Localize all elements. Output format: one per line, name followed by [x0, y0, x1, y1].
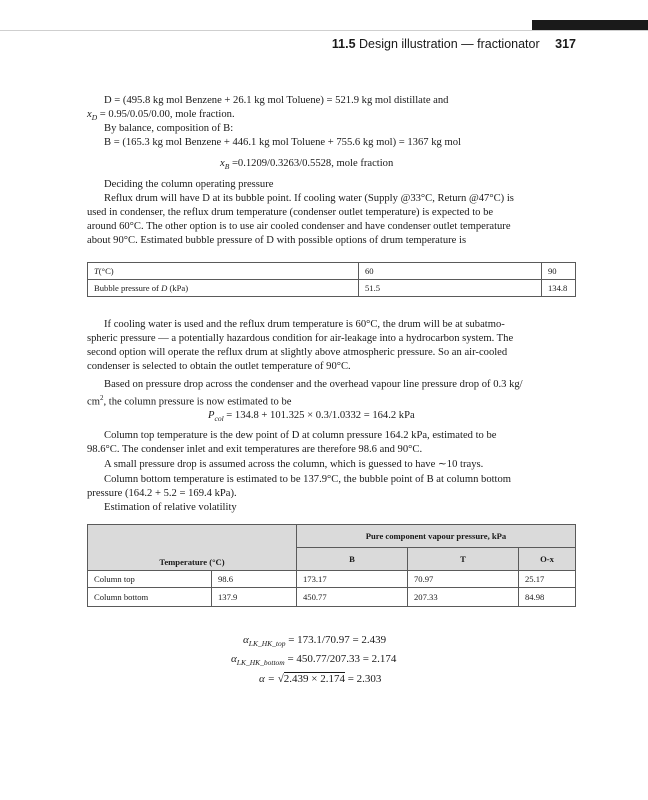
paragraph-line: If cooling water is used and the reflux drum temperature is 60°C, the drum will be at subatmo- — [104, 319, 505, 330]
bubble-pressure-table — [87, 262, 576, 297]
table-cell: Column top — [88, 571, 212, 588]
table-cell: 70.97 — [408, 571, 519, 588]
table-cell: Column bottom — [88, 588, 212, 607]
paragraph-line: around 60°C. The other option is to use air cooled condenser and have condenser outlet temperature — [87, 221, 511, 232]
paragraph-line: $cm^2$, the column pressure is now estimated to be — [87, 394, 292, 408]
by-balance-text: By balance, composition of B: — [104, 123, 234, 134]
table-row — [88, 280, 576, 297]
paragraph-line: Column top temperature is the dew point of D at column pressure 164.2 kPa, estimated to be — [104, 430, 497, 441]
paragraph-line: 98.6°C. The condenser inlet and exit temperatures are therefore 98.6 and 90°C. — [87, 444, 423, 455]
alpha-mean-equation: α = √2.439 × 2.174 = 2.303 — [259, 673, 382, 685]
bottoms-equation: B = (165.3 kg mol Benzene + 446.1 kg mol Toluene + 755.6 kg mol) = 1367 kg mol — [104, 137, 461, 148]
table-cell: 25.17 — [519, 571, 576, 588]
col-header-ox: O-x — [519, 548, 576, 571]
paragraph-line: A small pressure drop is assumed across the column, which is guessed to have ∼10 trays. — [104, 459, 484, 470]
alpha-top-equation: $\alpha_{LK\_HK\_top} = 173.1/70.97 = 2.439$ — [243, 634, 387, 649]
subheading-relative-volatility: Estimation of relative volatility — [104, 502, 237, 513]
paragraph-line: pressure (164.2 + 5.2 = 169.4 kPa). — [87, 488, 237, 499]
distillate-equation: D = (495.8 kg mol Benzene + 26.1 kg mol Toluene) = 521.9 kg mol distillate and — [104, 95, 449, 106]
running-header — [332, 37, 576, 51]
alpha-bottom-equation: $\alpha_{LK\_HK\_bottom} = 450.77/207.33 = 2.174$ — [231, 653, 397, 668]
table-cell: Bubble pressure of D (kPa) — [88, 280, 359, 297]
paragraph-line: spheric pressure — a potentially hazardous condition for air-leakage into a hydrocarbon system. The — [87, 333, 514, 344]
table-cell: 134.8 — [542, 280, 576, 297]
col-header-t: T — [408, 548, 519, 571]
table-cell: 137.9 — [212, 588, 297, 607]
paragraph-line: about 90°C. Estimated bubble pressure of D with possible options of drum temperature is — [87, 235, 467, 246]
vapour-pressure-table — [87, 524, 576, 607]
paragraph-line: Based on pressure drop across the condenser and the overhead vapour line pressure drop of 0.3 kg/ — [104, 379, 523, 390]
table-cell: 60 — [359, 263, 542, 280]
table-header-row — [88, 525, 576, 548]
paragraph-line: used in condenser, the reflux drum temperature (condenser outlet temperature) is expected to be — [87, 207, 494, 218]
table-cell: T(°C) — [88, 263, 359, 280]
column-pressure-equation: $P_{col} = 134.8 + 101.325 \times 0.3/1.0332 = 164.2$ kPa — [208, 410, 415, 424]
paragraph-line: condenser is selected to obtain the outlet temperature of 90°C. — [87, 361, 351, 372]
page-number: 317 — [555, 37, 576, 51]
paragraph-line: Reflux drum will have D at its bubble point. If cooling water (Supply @33°C, Return @47°C) is — [104, 193, 514, 204]
table-cell: 173.17 — [297, 571, 408, 588]
header-rule — [0, 30, 648, 31]
header-bar — [532, 20, 648, 30]
table-cell: 98.6 — [212, 571, 297, 588]
table-cell: 450.77 — [297, 588, 408, 607]
group-header: Pure component vapour pressure, kPa — [297, 525, 576, 548]
col-header-b: B — [297, 548, 408, 571]
bottoms-mole-fraction: $x_B =0.1209/0.3263/0.5528$, mole fraction — [220, 158, 394, 172]
subheading-operating-pressure: Deciding the column operating pressure — [104, 179, 274, 190]
table-row — [88, 263, 576, 280]
paragraph-line: Column bottom temperature is estimated to be 137.9°C, the bubble point of B at column bottom — [104, 474, 512, 485]
table-row — [88, 588, 576, 607]
distillate-mole-fraction: $x_D = 0.95/0.05/0.00$, mole fraction. — [87, 109, 235, 123]
table-cell: 90 — [542, 263, 576, 280]
temperature-header: Temperature (°C) — [88, 525, 297, 571]
table-cell: 207.33 — [408, 588, 519, 607]
section-title: Design illustration — fractionator — [359, 37, 540, 51]
table-cell: 84.98 — [519, 588, 576, 607]
table-cell: 51.5 — [359, 280, 542, 297]
table-row — [88, 571, 576, 588]
paragraph-line: second option will operate the reflux drum at slightly above atmospheric pressure. So an air-cooled — [87, 347, 508, 358]
section-number: 11.5 — [331, 37, 356, 51]
